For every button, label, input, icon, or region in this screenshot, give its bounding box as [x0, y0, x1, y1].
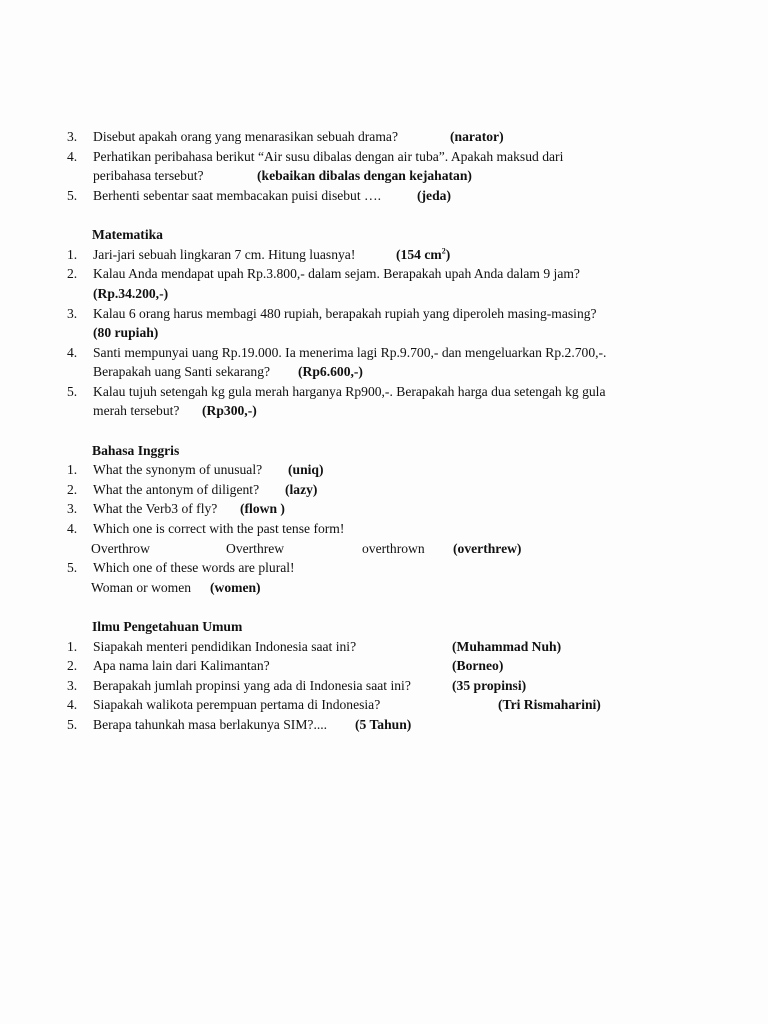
answer-text: (Rp300,-) — [202, 403, 257, 418]
item-number: 5. — [67, 384, 78, 399]
answer-text: (5 Tahun) — [355, 717, 412, 732]
question-text: Berapakah jumlah propinsi yang ada di Indonesia saat ini? — [93, 678, 411, 693]
question-text: What the antonym of diligent? — [93, 482, 260, 497]
answer-text: (kebaikan dibalas dengan kejahatan) — [257, 168, 472, 183]
section-heading: Matematika — [92, 227, 163, 242]
answer-text: (jeda) — [417, 188, 451, 203]
item-number: 3. — [67, 501, 78, 516]
question-text: What the synonym of unusual? — [93, 462, 263, 477]
question-text: Siapakah walikota perempuan pertama di Indonesia? — [93, 697, 381, 712]
question-text: What the Verb3 of fly? — [93, 501, 218, 516]
item-number: 1. — [67, 462, 78, 477]
item-number: 3. — [67, 678, 78, 693]
question-text: Berapakah uang Santi sekarang? — [93, 364, 271, 379]
question-text: merah tersebut? — [93, 403, 180, 418]
question-text: Berhenti sebentar saat membacakan puisi disebut …. — [93, 188, 382, 203]
item-number: 4. — [67, 149, 78, 164]
item-number: 5. — [67, 188, 78, 203]
answer-text: (lazy) — [285, 482, 318, 497]
question-text: Perhatikan peribahasa berikut “Air susu dibalas dengan air tuba”. Apakah maksud dari — [93, 149, 564, 164]
answer-text: (80 rupiah) — [93, 325, 159, 340]
item-number: 5. — [67, 717, 78, 732]
option-text: overthrown — [362, 541, 425, 556]
question-text: Kalau Anda mendapat upah Rp.3.800,- dalam sejam. Berapakah upah Anda dalam 9 jam? — [93, 266, 580, 281]
item-number: 4. — [67, 345, 78, 360]
answer-text: (uniq) — [288, 462, 324, 477]
item-number: 4. — [67, 521, 78, 536]
item-number: 1. — [67, 639, 78, 654]
answer-text: (Muhammad Nuh) — [452, 639, 562, 654]
answer-text: (Borneo) — [452, 658, 504, 673]
question-text: Apa nama lain dari Kalimantan? — [93, 658, 270, 673]
question-text: Which one of these words are plural! — [93, 560, 295, 575]
option-text: Overthrow — [91, 541, 150, 556]
question-text: Santi mempunyai uang Rp.19.000. Ia menerima lagi Rp.9.700,- dan mengeluarkan Rp.2.700,-. — [93, 345, 607, 360]
item-number: 2. — [67, 658, 78, 673]
question-text: Siapakah menteri pendidikan Indonesia saat ini? — [93, 639, 357, 654]
item-number: 1. — [67, 247, 78, 262]
answer-text: (154 $cm^2$) — [396, 246, 451, 262]
item-number: 3. — [67, 129, 78, 144]
question-text: Which one is correct with the past tense form! — [93, 521, 345, 536]
option-text: Overthrew — [226, 541, 285, 556]
question-text: Disebut apakah orang yang menarasikan sebuah drama? — [93, 129, 398, 144]
question-text: Berapa tahunkah masa berlakunya SIM?.... — [93, 717, 328, 732]
question-text: Jari-jari sebuah lingkaran 7 cm. Hitung luasnya! — [93, 247, 356, 262]
item-number: 4. — [67, 697, 78, 712]
item-number: 5. — [67, 560, 78, 575]
answer-text: (women) — [210, 580, 261, 595]
answer-text: (flown ) — [240, 501, 285, 516]
answer-text: (Rp6.600,-) — [298, 364, 363, 379]
question-text: Woman or women — [91, 580, 192, 595]
answer-text: (Rp.34.200,-) — [93, 286, 169, 301]
answer-text: (Tri Rismaharini) — [498, 697, 601, 712]
section-heading: Bahasa Inggris — [92, 443, 180, 458]
answer-text: (35 propinsi) — [452, 678, 527, 693]
question-text: Kalau tujuh setengah kg gula merah harganya Rp900,-. Berapakah harga dua setengah kg gula — [93, 384, 606, 399]
question-text: peribahasa tersebut? — [93, 168, 204, 183]
item-number: 3. — [67, 306, 78, 321]
question-text: Kalau 6 orang harus membagi 480 rupiah, berapakah rupiah yang diperoleh masing-masing? — [93, 306, 597, 321]
section-heading: Ilmu Pengetahuan Umum — [92, 619, 243, 634]
answer-text: (narator) — [450, 129, 504, 144]
item-number: 2. — [67, 266, 78, 281]
item-number: 2. — [67, 482, 78, 497]
answer-text: (overthrew) — [453, 541, 522, 556]
